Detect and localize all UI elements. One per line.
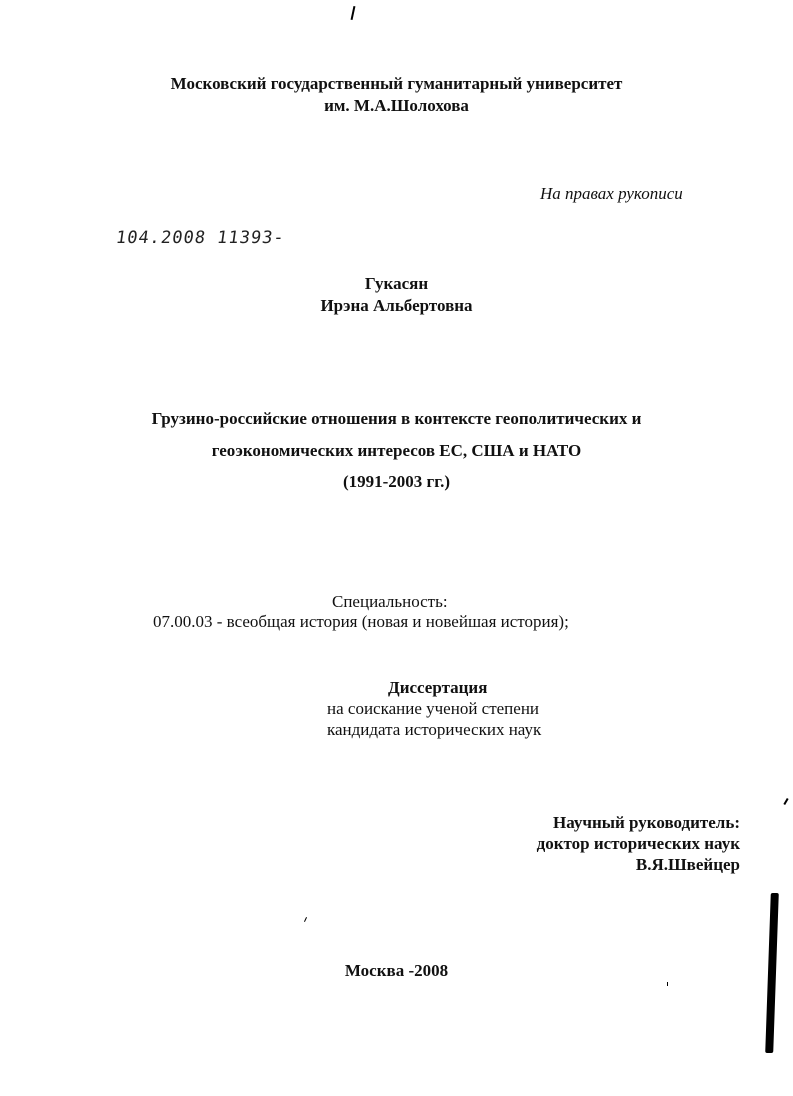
author-surname: Гукасян [364,274,429,293]
thesis-title-line-2: геоэкономических интересов ЕС, США и НАТО [211,441,582,460]
scan-artifact [783,798,788,805]
university-name: Московский государственный гуманитарный университет [170,74,623,93]
manuscript-note: На правах рукописи [540,184,683,203]
archive-number-stamp: 104.2008 11393- [114,228,286,248]
city-year: Москва -2008 [344,961,449,980]
advisor-name: В.Я.Швейцер [635,855,740,874]
scan-artifact [667,982,668,986]
author-given-names: Ирэна Альбертовна [320,296,473,315]
scan-artifact [351,6,356,20]
dissertation-degree-line-1: на соискание ученой степени [327,699,540,718]
dissertation-heading: Диссертация [388,678,488,697]
advisor-label: Научный руководитель: [553,813,740,832]
specialty-label: Специальность: [332,592,448,611]
scan-artifact [304,917,307,922]
thesis-title-line-1: Грузино-российские отношения в контексте геополитических и [151,409,642,428]
specialty-value: 07.00.03 - всеобщая история (новая и новейшая история); [153,612,569,631]
thesis-title-years: (1991-2003 гг.) [342,472,450,491]
advisor-degree: доктор исторических наук [536,834,740,853]
dissertation-degree-line-2: кандидата исторических наук [327,720,542,739]
university-named-after: им. М.А.Шолохова [324,96,469,115]
